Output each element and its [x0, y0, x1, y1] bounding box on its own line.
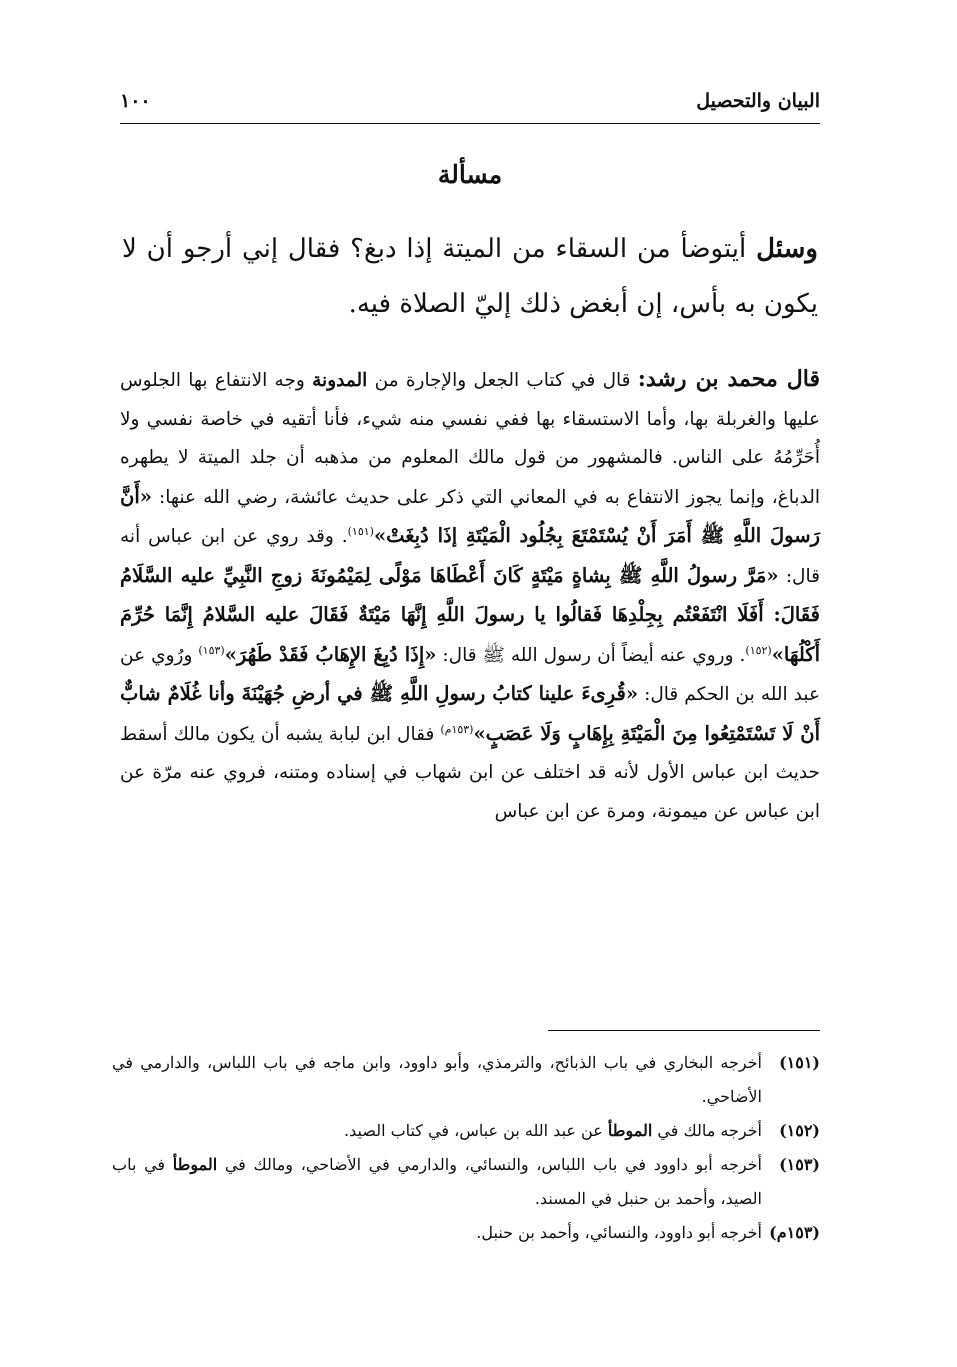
footnote-item: [112, 1148, 820, 1216]
page-number: ١٠٠: [120, 90, 151, 112]
question-lead: وسئل: [756, 234, 818, 264]
hadith-3: «إِذَا دُبِغَ الإِهَابُ فَقَدْ طَهُرَ»: [224, 642, 437, 666]
running-header: [120, 86, 820, 126]
hadith-1: «أَنَّ رَسولَ اللَّهِ ﷺ أَمَرَ أَنْ يُسْتَمْتَعَ بِجُلُود الْمَيْتَةِ إذَا دُبِغَتْ»: [120, 484, 821, 547]
footnote-number: (١٥١): [779, 1053, 820, 1072]
commentary-paragraph: [120, 360, 820, 831]
footnote-text: [112, 1114, 762, 1148]
footnote-number: (١٥٣): [779, 1155, 820, 1174]
header-rule: [120, 123, 820, 124]
footnote-text-part: أخرجه أبو داوود في باب اللباس، والنسائي، والدارمي في الأضاحي، ومالك في: [217, 1155, 762, 1174]
hadith-2: «مَرَّ رسولُ اللَّهِ ﷺ بِشاةٍ مَيْتَةٍ كَانَ أَعْطَاهَا مَوْلًى لِمَيْمُونَةَ زوجِ النَّبِيِّ عليه السَّلَامُ فَقَالَ: أَفَلَا انْتَفَعْتُم بِجِلْدِهَا فَقالُوا يا رسولَ اللَّهِ إِنَّهَا مَيْتَةٌ فَقَالَ عليه السَّلامُ إِنَّمَا حُرِّمَ أَكْلُهَا»: [120, 563, 820, 666]
commentary-text-3: . وقد روي عن ابن عباس أنه قال:: [120, 526, 820, 587]
commentary-text-4: . وروي عنه أيضاً أن رسول الله ﷺ قال:: [436, 644, 746, 666]
mudawwana-title: المدونة: [312, 370, 368, 391]
footnote-text: أخرجه أبو داوود، والنسائي، وأحمد بن حنبل.: [476, 1223, 762, 1242]
commentary-text-1: قال في كتاب الجعل والإجارة من: [367, 370, 638, 391]
muwatta-title: الموطأ: [607, 1121, 653, 1140]
commentary-text-6: فقال ابن لبابة يشبه أن يكون مالك أسقط حديث ابن عباس الأول لأنه قد اختلف عن ابن شهاب في إسناده ومتنه، فروي عنه مرّة عن ابن عباس عن ميمونة، ومرة عن ابن عباس: [120, 723, 820, 822]
commentary-lead: قال محمد بن رشد:: [637, 366, 820, 392]
footnote-ref-152: (١٥٢): [745, 643, 772, 657]
footnote-number: (١٥٣م): [769, 1223, 820, 1242]
footnote-ref-153: (١٥٣): [198, 643, 225, 657]
footnote-item: [112, 1216, 820, 1250]
footnote-item: [112, 1046, 820, 1114]
footnote-ref-153m: (١٥٣م): [440, 722, 474, 736]
footnote-text-part: في باب الصيد، وأحمد بن حنبل في المسند.: [112, 1155, 762, 1208]
question-text: أيتوضأ من السقاء من الميتة إذا دبغ؟ فقال إني أرجو أن لا يكون به بأس، إن أبغض ذلك إليّ الصلاة فيه.: [122, 234, 818, 319]
footnote-rule: [548, 1030, 820, 1031]
footnote-text-part: أخرجه مالك في: [652, 1121, 762, 1140]
commentary-text-5: ورُوي عن عبد الله بن الحكم قال:: [120, 644, 820, 705]
hadith-4: «قُرِىءَ علينا كتابُ رسولِ اللَّهِ ﷺ في أرضِ جُهَيْنَةَ وأنا غُلَامٌ شابٌّ أَنْ لَا تَسْتَمْتِعُوا مِنَ الْمَيْتَةِ بِإِهَابٍ وَلَا عَصَبٍ»: [120, 682, 820, 745]
footnote-item: [112, 1114, 820, 1148]
footnotes: [112, 1046, 820, 1250]
muwatta-title: الموطأ: [172, 1155, 218, 1174]
question-paragraph: [122, 222, 818, 332]
header-title: البيان والتحصيل: [696, 90, 820, 112]
footnote-ref-151: (١٥١): [347, 524, 374, 538]
footnote-text: أخرجه البخاري في باب الذبائح، والترمذي، وأبو داوود، وابن ماجه في باب اللباس، والدارمي في الأضاحي.: [112, 1053, 763, 1106]
footnote-text-part: عن عبد الله بن عباس، في كتاب الصيد.: [344, 1121, 608, 1140]
footnote-number: (١٥٢): [779, 1121, 820, 1140]
footnote-text: [112, 1148, 762, 1216]
section-title: مسألة: [437, 160, 503, 189]
commentary-text-2: وجه الانتفاع بها الجلوس عليها والغربلة بها، وأما الاستسقاء بها ففي نفسي منه شيء، فأنا أتقيه في خاصة نفسي ولا أُحَرِّمُهُ على الناس. فالمشهور من قول مالك المعلوم من مذهبه أن جلد الميتة لا يطهره الدباغ، وإنما يجوز الانتفاع به في المعاني التي ذكر على حديث عائشة، رضي الله عنها:: [120, 370, 820, 508]
